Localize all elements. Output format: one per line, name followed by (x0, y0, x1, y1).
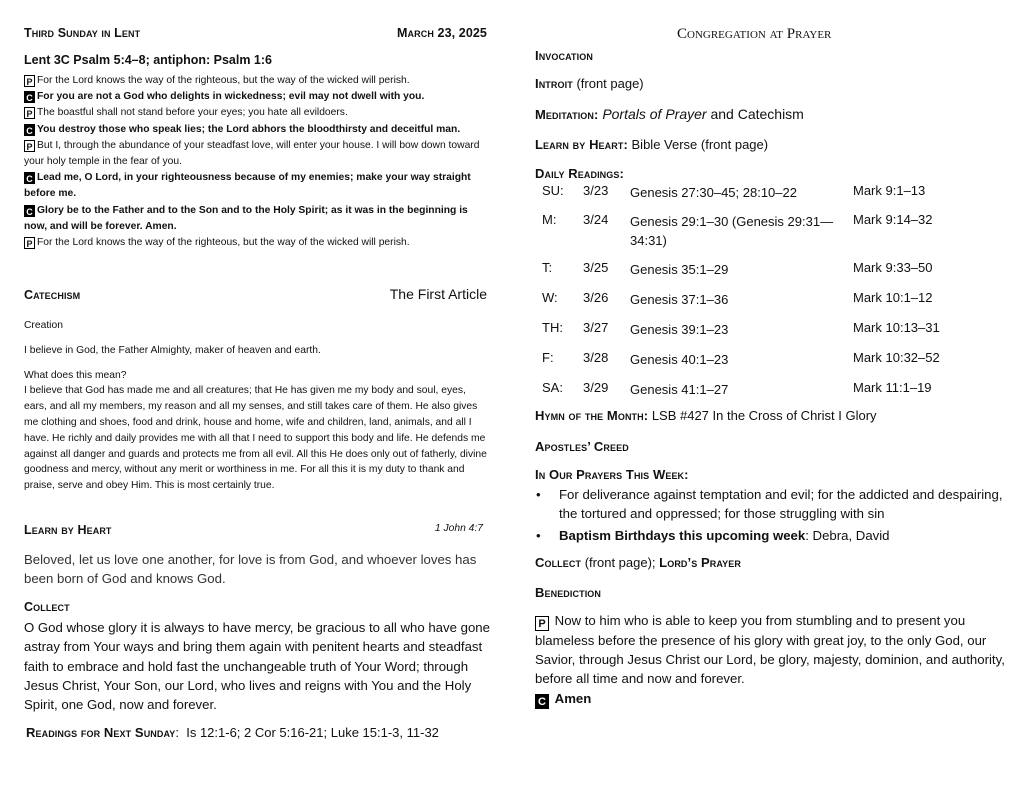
psalm-title: Lent 3C Psalm 5:4–8; antiphon: Psalm 1:6 (24, 53, 272, 67)
benediction-heading: Benediction (535, 585, 601, 600)
reading-day: SU: (542, 183, 564, 198)
reading-date: 3/28 (583, 350, 609, 365)
header-row (24, 26, 487, 40)
daily-readings-heading: Daily Readings: (535, 166, 624, 181)
next-readings-label: Readings for Next Sunday (26, 725, 176, 740)
lords-prayer-label: Lord’s Prayer (659, 555, 741, 570)
catechism-explanation: I believe that God has made me and all creatures; that He has given me my body and soul, eyes, ears, and all my members, my reason and all my senses, and still takes care of them. He also gives me clothing and shoes, food and drink, house and home, wife and children, land, animals, and all I have. He richly and daily provides me with all that I need to support this body and life. He defends me against all danger and guards and protects me from all evil. All this He does only out of fatherly, divine goodness and mercy, without any merit or worthiness in me. For all this it is my duty to thank and praise, serve and obey Him. This is most certainly true. (24, 385, 487, 492)
learn-value: Bible Verse (front page) (631, 137, 769, 152)
psalm-line (24, 170, 487, 202)
psalm-line (24, 73, 487, 89)
meditation-label: Meditation: (535, 107, 599, 122)
prayer-list (535, 485, 1005, 548)
psalm-line-text: You destroy those who speak lies; the Lord abhors the bloodthirsty and deceitful man. (37, 123, 461, 135)
introit-note: (front page) (576, 76, 644, 91)
collect-prayer: O God whose glory it is always to have mercy, be gracious to all who have gone astray from Your ways and bring them again with penitent hearts and steadfast faith to embrace and hold fast the unchangeable truth of Your Word; through Jesus Christ, Your Son, our Lord, who lives and reigns with You and the Holy Spirit, one God, now and forever. (24, 620, 490, 713)
meditation-title: Portals of Prayer (602, 106, 707, 122)
pastor-role-icon: P (535, 616, 549, 631)
table-row (542, 320, 1002, 350)
creed-heading: Apostles’ Creed (535, 439, 629, 454)
table-row (542, 380, 1002, 410)
reading-day: M: (542, 212, 557, 227)
old-testament-reading: Genesis 27:30–45; 28:10–22 (630, 185, 797, 200)
list-item (535, 485, 1005, 523)
service-title: Third Sunday in Lent (24, 26, 141, 40)
gospel-reading: Mark 11:1–19 (853, 380, 932, 395)
list-item (535, 526, 1005, 545)
bullet-icon: • (536, 528, 541, 543)
psalm-line (24, 138, 487, 170)
hymn-line (535, 408, 877, 423)
psalm-responsive-reading (24, 73, 487, 251)
gospel-reading: Mark 10:32–52 (853, 350, 940, 365)
congregation-role-icon: C (24, 205, 35, 217)
prayer-text: For deliverance against temptation and evil; for the addicted and despairing, the tortured and oppressed; for those struggling with sin (559, 487, 1003, 521)
service-date: March 23, 2025 (397, 26, 487, 40)
old-testament-reading: Genesis 35:1–29 (630, 262, 729, 277)
psalm-line-text: The boastful shall not stand before your eyes; you hate all evildoers. (37, 107, 348, 119)
reading-day: SA: (542, 380, 563, 395)
pastor-role-icon: P (24, 107, 35, 119)
congregation-role-icon: C (535, 694, 549, 709)
pastor-role-icon: P (24, 75, 35, 87)
congregation-role-icon: C (24, 124, 35, 136)
baptism-birthdays-label: Baptism Birthdays this upcoming week (559, 528, 806, 543)
psalm-line (24, 203, 487, 235)
reading-date: 3/29 (583, 380, 609, 395)
congregation-role-icon: C (24, 91, 35, 103)
benediction-text: Now to him who is able to keep you from stumbling and to present you blameless before the presence of his glory with great joy, to the only God, our Savior, through Jesus Christ our Lord, be glory, majesty, dominion, and authority, before all time and now and forever. (535, 613, 1005, 687)
old-testament-reading: Genesis 41:1–27 (630, 382, 729, 397)
gospel-reading: Mark 9:33–50 (853, 260, 933, 275)
psalm-line (24, 235, 487, 251)
congregation-role-icon: C (24, 172, 35, 184)
learn-by-heart-row (24, 523, 487, 537)
psalm-line-text: For the Lord knows the way of the righteous, but the way of the wicked will perish. (37, 237, 410, 249)
table-row (542, 260, 1002, 290)
pastor-role-icon: P (24, 140, 35, 152)
benediction (535, 611, 1005, 709)
hymn-value: LSB #427 In the Cross of Christ I Glory (651, 408, 877, 423)
gospel-reading: Mark 9:1–13 (853, 183, 926, 198)
introit-label: Introit (535, 76, 573, 91)
psalm-line (24, 122, 487, 138)
memory-verse: Beloved, let us love one another, for love is from God, and whoever loves has been born of God and knows God. (24, 552, 477, 586)
pastor-role-icon: P (24, 237, 35, 249)
catechism-paragraph: I believe in God, the Father Almighty, maker of heaven and earth. (24, 344, 321, 356)
amen-response: Amen (554, 690, 592, 706)
old-testament-reading: Genesis 40:1–23 (630, 352, 729, 367)
learn-line (535, 137, 768, 152)
gospel-reading: Mark 10:13–31 (853, 320, 940, 335)
prayers-heading: In Our Prayers This Week: (535, 467, 689, 482)
gospel-reading: Mark 10:1–12 (853, 290, 933, 305)
invocation-heading: Invocation (535, 48, 593, 63)
table-row (542, 183, 1002, 212)
catechism-paragraph: Creation (24, 320, 63, 331)
introit-line (535, 76, 644, 91)
old-testament-reading: Genesis 37:1–36 (630, 292, 729, 307)
collect-heading: Collect (24, 600, 70, 614)
psalm-line (24, 89, 487, 105)
hymn-label: Hymn of the Month: (535, 408, 649, 423)
catechism-body (24, 318, 487, 503)
psalm-line (24, 105, 487, 121)
catechism-question: What does this mean? (24, 369, 127, 381)
reading-date: 3/27 (583, 320, 609, 335)
reading-date: 3/26 (583, 290, 609, 305)
reading-day: TH: (542, 320, 563, 335)
old-testament-reading: Genesis 29:1–30 (Genesis 29:31—34:31) (630, 214, 834, 248)
learn-label: Learn by Heart: (535, 137, 628, 152)
next-sunday-readings: Readings for Next Sunday: Is 12:1-6; 2 Cor 5:16-21; Luke 15:1-3, 11-32 (26, 725, 439, 740)
next-readings-text: Is 12:1-6; 2 Cor 5:16-21; Luke 15:1-3, 11-32 (186, 725, 439, 740)
catechism-heading: Catechism (24, 288, 81, 302)
old-testament-reading: Genesis 39:1–23 (630, 322, 729, 337)
table-row (542, 290, 1002, 320)
reading-day: T: (542, 260, 553, 275)
psalm-line-text: Lead me, O Lord, in your righteousness because of my enemies; make your way straight before me. (24, 172, 471, 200)
collect-label: Collect (535, 555, 582, 570)
verse-reference: 1 John 4:7 (434, 523, 483, 534)
learn-by-heart-heading: Learn by Heart (24, 523, 112, 537)
psalm-line-text: For the Lord knows the way of the righteous, but the way of the wicked will perish. (37, 75, 410, 86)
gospel-reading: Mark 9:14–32 (853, 212, 933, 227)
meditation-rest: and Catechism (710, 106, 804, 122)
daily-readings-table (542, 183, 1002, 410)
reading-date: 3/25 (583, 260, 609, 275)
meditation-line (535, 106, 804, 122)
psalm-line-text: Glory be to the Father and to the Son and to the Holy Spirit; as it was in the beginning is now, and will be forever. Amen. (24, 204, 468, 232)
collect-note: (front page); (584, 555, 656, 570)
bullet-icon: • (536, 487, 541, 502)
psalm-line-text: For you are not a God who delights in wickedness; evil may not dwell with you. (37, 91, 425, 103)
catechism-heading-row (24, 288, 487, 302)
reading-date: 3/24 (583, 212, 609, 227)
reading-date: 3/23 (583, 183, 609, 198)
right-page-title: Congregation at Prayer (677, 26, 832, 42)
table-row (542, 212, 1002, 260)
catechism-article: The First Article (389, 286, 487, 302)
psalm-line-text: But I, through the abundance of your steadfast love, will enter your house. I will bow down toward your holy temple in the fear of you. (24, 139, 480, 168)
baptism-birthdays-names: : Debra, David (805, 528, 890, 543)
reading-day: F: (542, 350, 554, 365)
reading-day: W: (542, 290, 558, 305)
collect-line (535, 555, 741, 570)
table-row (542, 350, 1002, 380)
